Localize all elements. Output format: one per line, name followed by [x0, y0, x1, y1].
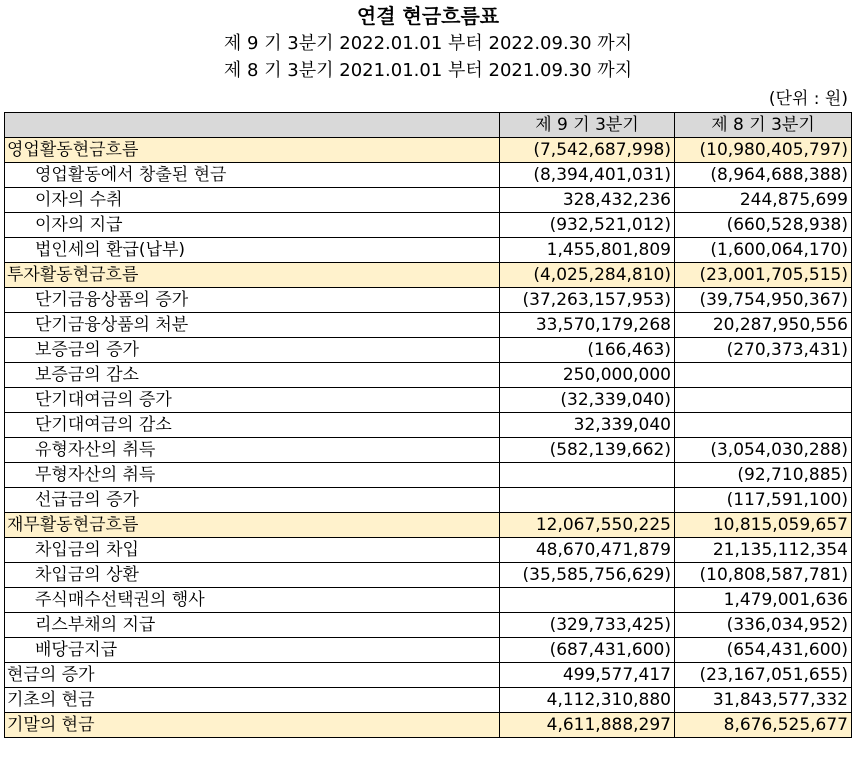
row-label: 이자의 지급: [5, 213, 500, 238]
current-period-value: (932,521,012): [500, 213, 675, 238]
row-label: 무형자산의 취득: [5, 463, 500, 488]
table-row: [5, 338, 852, 363]
prior-period-value: 244,875,699: [675, 188, 852, 213]
row-label: 주식매수선택권의 행사: [5, 588, 500, 613]
current-period-value: 499,577,417: [500, 663, 675, 688]
table-row: [5, 288, 852, 313]
table-row: [5, 313, 852, 338]
table-row: [5, 563, 852, 588]
statement-title: 연결 현금흐름표: [356, 4, 500, 28]
prior-period-value: [675, 388, 852, 413]
row-label: 보증금의 증가: [5, 338, 500, 363]
period-current: 제 9 기 3분기 2022.01.01 부터 2022.09.30 까지: [223, 33, 633, 54]
current-period-value: 12,067,550,225: [500, 513, 675, 538]
current-period-value: (4,025,284,810): [500, 263, 675, 288]
row-label: 투자활동현금흐름: [5, 263, 500, 288]
row-label: 단기금융상품의 처분: [5, 313, 500, 338]
prior-period-value: (8,964,688,388): [675, 163, 852, 188]
table-row: [5, 588, 852, 613]
row-label: 배당금지급: [5, 638, 500, 663]
table-row: [5, 688, 852, 713]
current-period-value: (687,431,600): [500, 638, 675, 663]
prior-period-value: (117,591,100): [675, 488, 852, 513]
current-period-value: 33,570,179,268: [500, 313, 675, 338]
current-period-value: 48,670,471,879: [500, 538, 675, 563]
prior-period-value: (660,528,938): [675, 213, 852, 238]
current-period-value: [500, 588, 675, 613]
row-label: 단기대여금의 감소: [5, 413, 500, 438]
current-period-value: 32,339,040: [500, 413, 675, 438]
header-label-col: [5, 113, 500, 138]
table-header-row: [5, 113, 852, 138]
table-row: [5, 263, 852, 288]
row-label: 유형자산의 취득: [5, 438, 500, 463]
current-period-value: (166,463): [500, 338, 675, 363]
prior-period-value: 8,676,525,677: [675, 713, 852, 738]
table-row: [5, 463, 852, 488]
prior-period-value: (23,167,051,655): [675, 663, 852, 688]
cash-flow-table: [4, 112, 852, 738]
row-label: 영업활동에서 창출된 현금: [5, 163, 500, 188]
prior-period-value: (3,054,030,288): [675, 438, 852, 463]
table-row: [5, 413, 852, 438]
current-period-value: (35,585,756,629): [500, 563, 675, 588]
row-label: 이자의 수취: [5, 188, 500, 213]
row-label: 선급금의 증가: [5, 488, 500, 513]
prior-period-value: (92,710,885): [675, 463, 852, 488]
table-row: [5, 538, 852, 563]
prior-period-value: (654,431,600): [675, 638, 852, 663]
current-period-value: (582,139,662): [500, 438, 675, 463]
table-row: [5, 638, 852, 663]
prior-period-value: (10,808,587,781): [675, 563, 852, 588]
table-row: [5, 513, 852, 538]
row-label: 법인세의 환급(납부): [5, 238, 500, 263]
current-period-value: 328,432,236: [500, 188, 675, 213]
prior-period-value: (336,034,952): [675, 613, 852, 638]
prior-period-value: (270,373,431): [675, 338, 852, 363]
row-label: 리스부채의 지급: [5, 613, 500, 638]
table-row: [5, 138, 852, 163]
table-row: [5, 363, 852, 388]
header-current-period: 제 9 기 3분기: [500, 113, 675, 138]
prior-period-value: (23,001,705,515): [675, 263, 852, 288]
row-label: 기말의 현금: [5, 713, 500, 738]
current-period-value: (329,733,425): [500, 613, 675, 638]
table-row: [5, 238, 852, 263]
unit-label: (단위 : 원): [768, 89, 848, 109]
current-period-value: [500, 463, 675, 488]
prior-period-value: [675, 363, 852, 388]
current-period-value: 4,611,888,297: [500, 713, 675, 738]
prior-period-value: (10,980,405,797): [675, 138, 852, 163]
table-row: [5, 388, 852, 413]
current-period-value: 4,112,310,880: [500, 688, 675, 713]
current-period-value: 1,455,801,809: [500, 238, 675, 263]
table-row: [5, 163, 852, 188]
row-label: 보증금의 감소: [5, 363, 500, 388]
prior-period-value: 10,815,059,657: [675, 513, 852, 538]
current-period-value: [500, 488, 675, 513]
table-row: [5, 713, 852, 738]
prior-period-value: 20,287,950,556: [675, 313, 852, 338]
prior-period-value: (1,600,064,170): [675, 238, 852, 263]
row-label: 단기금융상품의 증가: [5, 288, 500, 313]
table-row: [5, 488, 852, 513]
prior-period-value: 1,479,001,636: [675, 588, 852, 613]
current-period-value: (37,263,157,953): [500, 288, 675, 313]
table-row: [5, 613, 852, 638]
prior-period-value: [675, 413, 852, 438]
prior-period-value: 21,135,112,354: [675, 538, 852, 563]
header-prior-period: 제 8 기 3분기: [675, 113, 852, 138]
row-label: 현금의 증가: [5, 663, 500, 688]
table-body: [5, 138, 852, 738]
row-label: 영업활동현금흐름: [5, 138, 500, 163]
row-label: 기초의 현금: [5, 688, 500, 713]
row-label: 단기대여금의 증가: [5, 388, 500, 413]
table-row: [5, 663, 852, 688]
row-label: 차입금의 상환: [5, 563, 500, 588]
prior-period-value: (39,754,950,367): [675, 288, 852, 313]
row-label: 재무활동현금흐름: [5, 513, 500, 538]
table-row: [5, 188, 852, 213]
table-row: [5, 438, 852, 463]
current-period-value: (32,339,040): [500, 388, 675, 413]
current-period-value: (8,394,401,031): [500, 163, 675, 188]
current-period-value: 250,000,000: [500, 363, 675, 388]
current-period-value: (7,542,687,998): [500, 138, 675, 163]
table-row: [5, 213, 852, 238]
prior-period-value: 31,843,577,332: [675, 688, 852, 713]
row-label: 차입금의 차입: [5, 538, 500, 563]
period-prior: 제 8 기 3분기 2021.01.01 부터 2021.09.30 까지: [223, 60, 633, 81]
